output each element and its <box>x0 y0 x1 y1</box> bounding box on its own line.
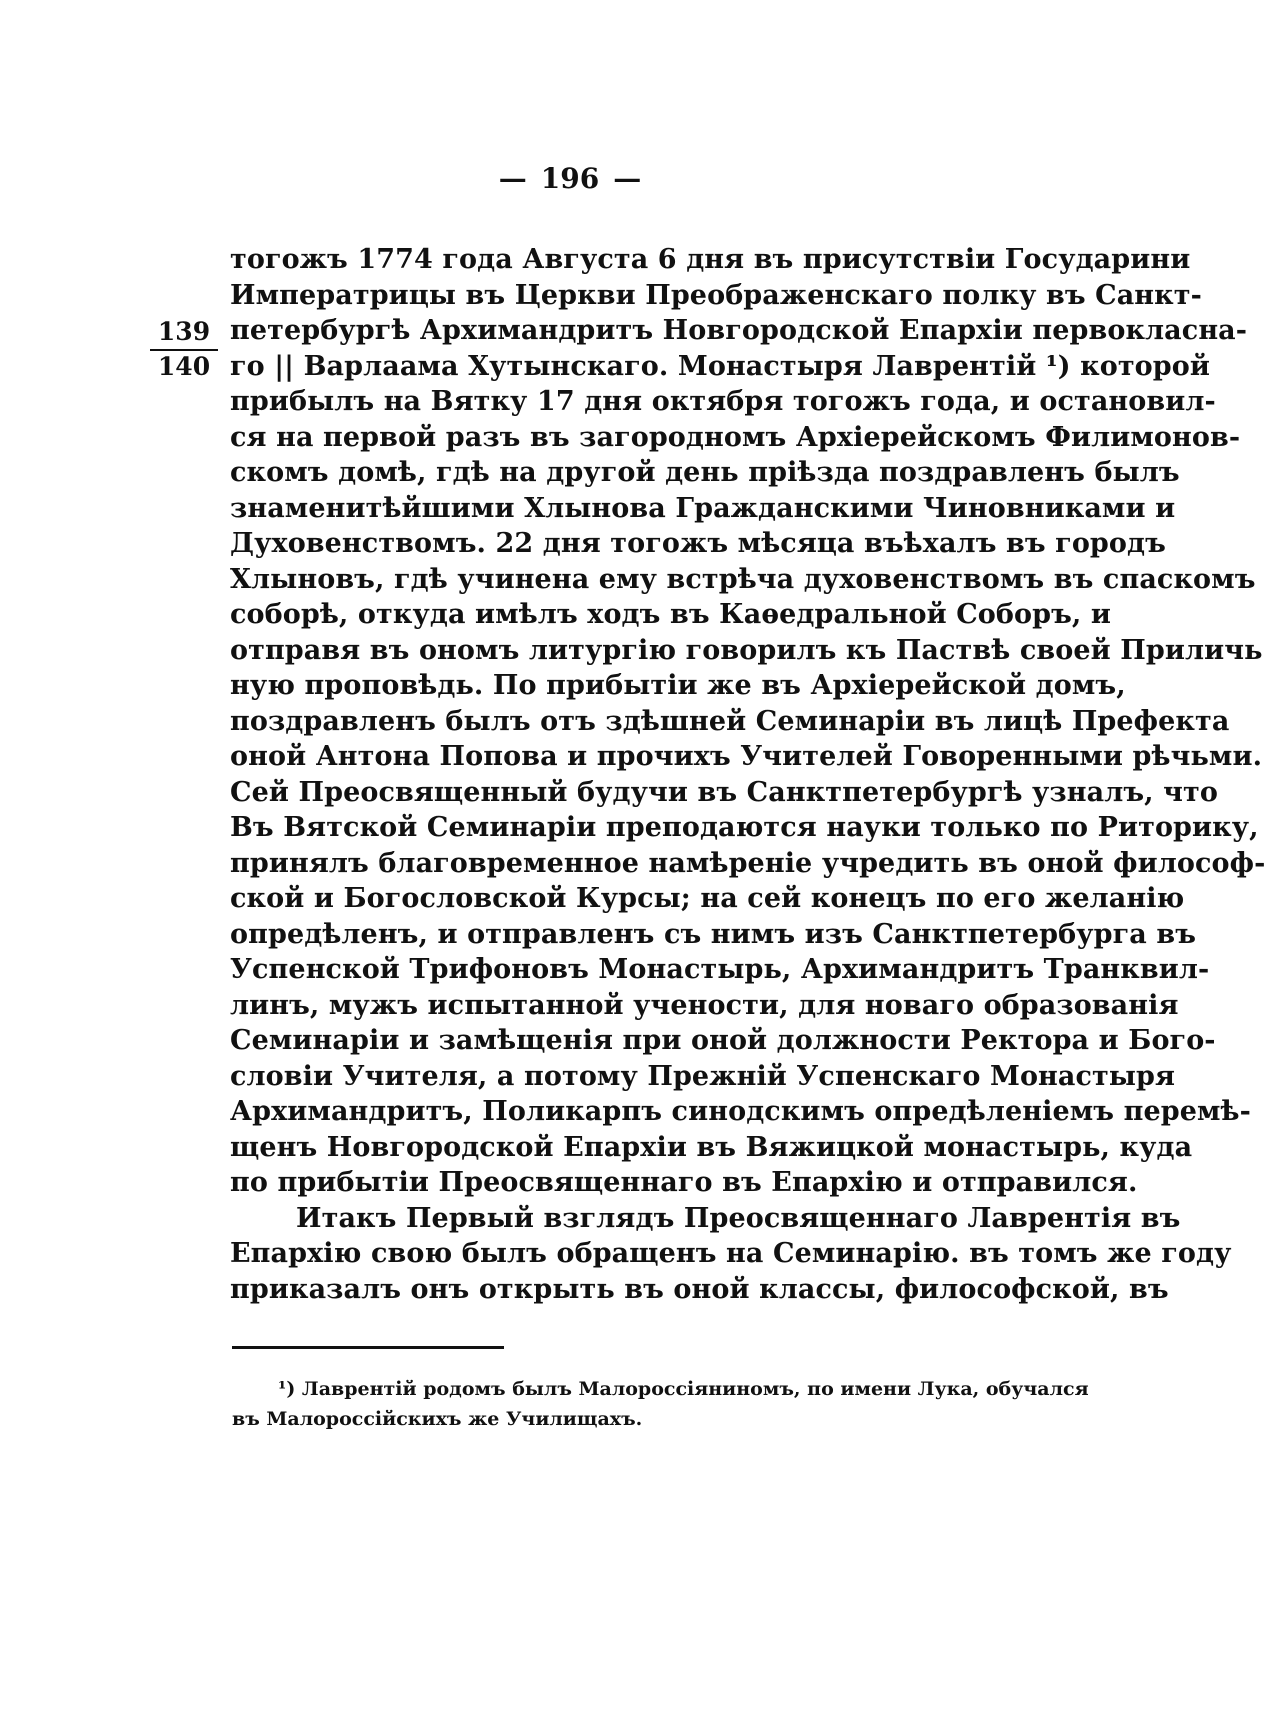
text-line: знаменитѣйшими Хлынова Гражданскими Чиновниками и <box>230 492 1176 524</box>
text-line: ся на первой разъ въ загородномъ Архіерейскомъ Филимонов- <box>230 421 1241 453</box>
text-line: соборѣ, откуда имѣлъ ходъ въ Каѳедральной Соборъ, и <box>230 599 1112 630</box>
text-line: ную проповѣдь. По прибытіи же въ Архіерейской домъ, <box>230 670 1126 701</box>
text-line: опредѣленъ, и отправленъ съ нимъ изъ Санктпетербурга въ <box>230 918 1197 950</box>
text-line: Итакъ Первый взглядъ Преосвященнаго Лаврентія въ <box>296 1202 1181 1234</box>
text-line: оной Антона Попова и прочихъ Учителей Говоренными рѣчьми. <box>230 741 1263 772</box>
text-line: прибылъ на Вятку 17 дня октября тогожъ года, и остановил- <box>230 386 1216 417</box>
text-line: тогожъ 1774 года Августа 6 дня въ присутствіи Государини <box>230 244 1191 275</box>
text-line: отправя въ ономъ литургію говорилъ къ Паствѣ своей Приличь <box>230 634 1263 666</box>
text-line: принялъ благовременное намѣреніе учредить въ оной философ- <box>230 847 1265 879</box>
margin-marker-bottom: 140 <box>157 351 211 381</box>
margin-marker-top: 139 <box>157 317 211 346</box>
text-line: Сей Преосвященный будучи въ Санктпетербургѣ узналъ, что <box>230 776 1218 808</box>
text-line: по прибытіи Преосвященнаго въ Епархію и отправился. <box>230 1167 1138 1198</box>
text-line: щенъ Новгородской Епархіи въ Вяжицкой монастырь, куда <box>230 1131 1193 1163</box>
text-line: Семинаріи и замѣщенія при оной должности Ректора и Бого- <box>230 1025 1216 1056</box>
page-number-dash-right: — <box>613 162 642 195</box>
text-line: скомъ домѣ, гдѣ на другой день пріѣзда поздравленъ былъ <box>230 457 1180 488</box>
text-line: поздравленъ былъ отъ здѣшней Семинаріи въ лицѣ Префекта <box>230 705 1230 737</box>
text-line: словіи Учителя, а потому Прежній Успенскаго Монастыря <box>230 1060 1176 1092</box>
text-line: Духовенствомъ. 22 дня тогожъ мѣсяца въѣхалъ въ городъ <box>230 528 1166 559</box>
text-line: Хлыновъ, гдѣ учинена ему встрѣча духовенствомъ въ спаскомъ <box>230 563 1256 595</box>
text-line: линъ, мужъ испытанной учености, для новаго образованія <box>230 989 1179 1021</box>
footnote-line: въ Малороссійскихъ же Училищахъ. <box>232 1408 643 1430</box>
margin-marker-rule <box>150 349 218 351</box>
text-line: петербургѣ Архимандритъ Новгородской Епархіи первокласна- <box>230 315 1248 346</box>
main-text <box>230 242 1265 1307</box>
page-number-dash-left: — <box>498 162 527 195</box>
text-line: го || Варлаама Хутынскаго. Монастыря Лаврентій ¹) которой <box>230 350 1210 382</box>
text-line: Успенской Трифоновъ Монастырь, Архимандритъ Транквил- <box>230 954 1210 985</box>
text-line: приказалъ онъ открыть въ оной классы, философской, въ <box>230 1273 1169 1305</box>
text-line: Императрицы въ Церкви Преображенскаго полку въ Санкт- <box>230 279 1202 311</box>
page-number <box>0 162 1140 195</box>
text-line: ской и Богословской Курсы; на сей конецъ по его желанію <box>230 883 1185 914</box>
footnote <box>232 1374 1089 1434</box>
margin-page-marker <box>150 318 218 380</box>
footnote-divider <box>232 1346 504 1349</box>
text-line: Епархію свою былъ обращенъ на Семинарію. въ томъ же году <box>230 1238 1232 1269</box>
text-line: Архимандритъ, Поликарпъ синодскимъ опредѣленіемъ перемѣ- <box>230 1096 1251 1127</box>
footnote-line: ¹) Лаврентій родомъ былъ Малороссіяниномъ, по имени Лука, обучался <box>278 1378 1089 1400</box>
text-line: Въ Вятской Семинаріи преподаются науки только по Риторику, <box>230 812 1259 843</box>
page-number-value: 196 <box>540 162 600 195</box>
